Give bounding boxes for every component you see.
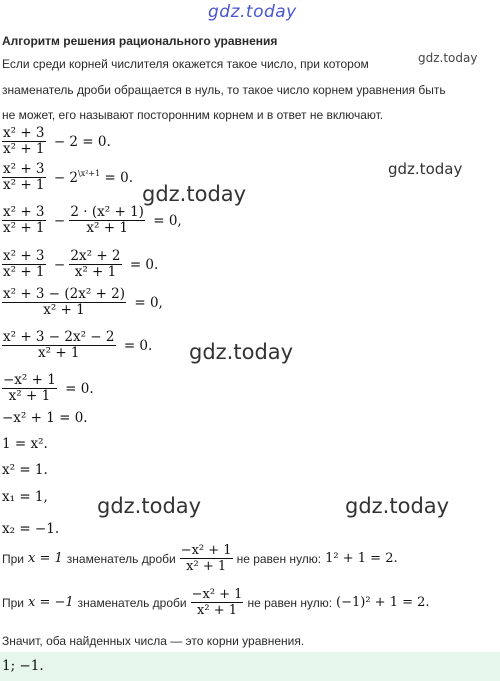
equation-rest: = 0.	[123, 337, 153, 354]
fraction-denominator: x² + 1	[74, 264, 117, 280]
check-variable: x = 1	[28, 551, 63, 566]
check-post: не равен нулю:	[247, 595, 333, 610]
watermark-mid-left: gdz.today	[142, 182, 247, 206]
conclusion-text: Значит, оба найденных числа — это корни уравнения.	[2, 634, 305, 648]
fraction-numerator: x² + 3 − 2x² − 2	[3, 329, 115, 345]
fraction-denominator: x² + 1	[43, 302, 85, 318]
fraction-numerator: x² + 3	[3, 161, 45, 177]
check-calc: 1² + 1 = 2.	[325, 551, 398, 566]
equation-11: x₁ = 1,	[2, 489, 48, 505]
intro-line-3: не может, его называют посторонним корнем и в ответ не включают.	[2, 108, 384, 122]
check-post: не равен нулю:	[236, 551, 322, 566]
fraction-denominator: x² + 1	[3, 177, 45, 193]
fraction-numerator: x² + 3	[3, 204, 45, 220]
check-variable: x = −1	[28, 595, 74, 610]
fraction-denominator: x² + 1	[3, 220, 45, 236]
fraction-denominator: x² + 1	[8, 388, 51, 404]
answer-box	[0, 652, 500, 681]
fraction-denominator: x² + 1	[197, 603, 238, 618]
equation-10: x² = 1.	[2, 462, 48, 478]
exponent: \x²+1	[78, 169, 101, 178]
fraction-denominator: x² + 1	[38, 345, 80, 361]
check-prefix: При	[2, 595, 25, 610]
equation-3	[2, 205, 182, 236]
intro-line-2: знаменатель дроби обращается в нуль, то такое число корнем уравнения быть	[2, 83, 446, 97]
equation-4	[2, 249, 158, 280]
equation-rest: = 0,	[134, 294, 163, 311]
check-calc: (−1)² + 1 = 2.	[336, 595, 430, 610]
watermark-bottom-left: gdz.today	[97, 494, 202, 518]
equation-12: x₂ = −1.	[2, 521, 60, 537]
watermark-bottom-right: gdz.today	[345, 494, 450, 518]
equation-rest: = 0.	[104, 170, 134, 186]
check-x-equals-1	[2, 543, 402, 574]
fraction-numerator: 2x² + 2	[70, 248, 121, 264]
check-middle: знаменатель дроби	[66, 551, 176, 566]
equation-5	[2, 287, 163, 318]
watermark-small: gdz.today	[418, 51, 478, 65]
equation-6	[2, 330, 152, 361]
check-x-equals-minus-1	[2, 587, 434, 618]
fraction-numerator: −x² + 1	[180, 543, 232, 558]
fraction-denominator: x² + 1	[3, 264, 45, 280]
equation-9: 1 = x².	[2, 436, 48, 452]
equation-8: −x² + 1 = 0.	[2, 410, 88, 426]
fraction-numerator: 2 · (x² + 1)	[70, 204, 144, 220]
equation-rest: = 0.	[129, 256, 159, 273]
equation-rest: = 0.	[65, 380, 94, 397]
fraction-numerator: −x² + 1	[191, 587, 243, 602]
intro-line-1: Если среди корней числителя окажется такое число, при котором	[2, 57, 369, 71]
fraction-denominator: x² + 1	[86, 220, 128, 236]
equation-1	[2, 126, 111, 157]
equation-rest: − 2 = 0.	[53, 133, 111, 150]
equation-2	[2, 162, 133, 193]
operator: −	[53, 212, 66, 229]
check-middle: знаменатель дроби	[77, 595, 187, 610]
equation-rest: = 0,	[153, 212, 182, 229]
operator: −	[53, 256, 66, 273]
answer-value: 1; −1.	[2, 658, 44, 674]
equation-7	[2, 373, 94, 404]
fraction-numerator: x² + 3	[3, 125, 45, 141]
watermark-mid-right: gdz.today	[388, 160, 463, 178]
page-title: Алгоритм решения рационального уравнения	[2, 34, 278, 48]
watermark-top: gdz.today	[208, 2, 297, 22]
fraction-numerator: x² + 3	[3, 248, 45, 264]
equation-minus-two: − 2	[53, 170, 79, 186]
watermark-center: gdz.today	[189, 340, 294, 364]
check-prefix: При	[2, 551, 25, 566]
fraction-denominator: x² + 1	[3, 141, 45, 157]
fraction-numerator: x² + 3 − (2x² + 2)	[3, 286, 126, 302]
fraction-numerator: −x² + 1	[3, 372, 56, 388]
fraction-denominator: x² + 1	[186, 559, 227, 574]
